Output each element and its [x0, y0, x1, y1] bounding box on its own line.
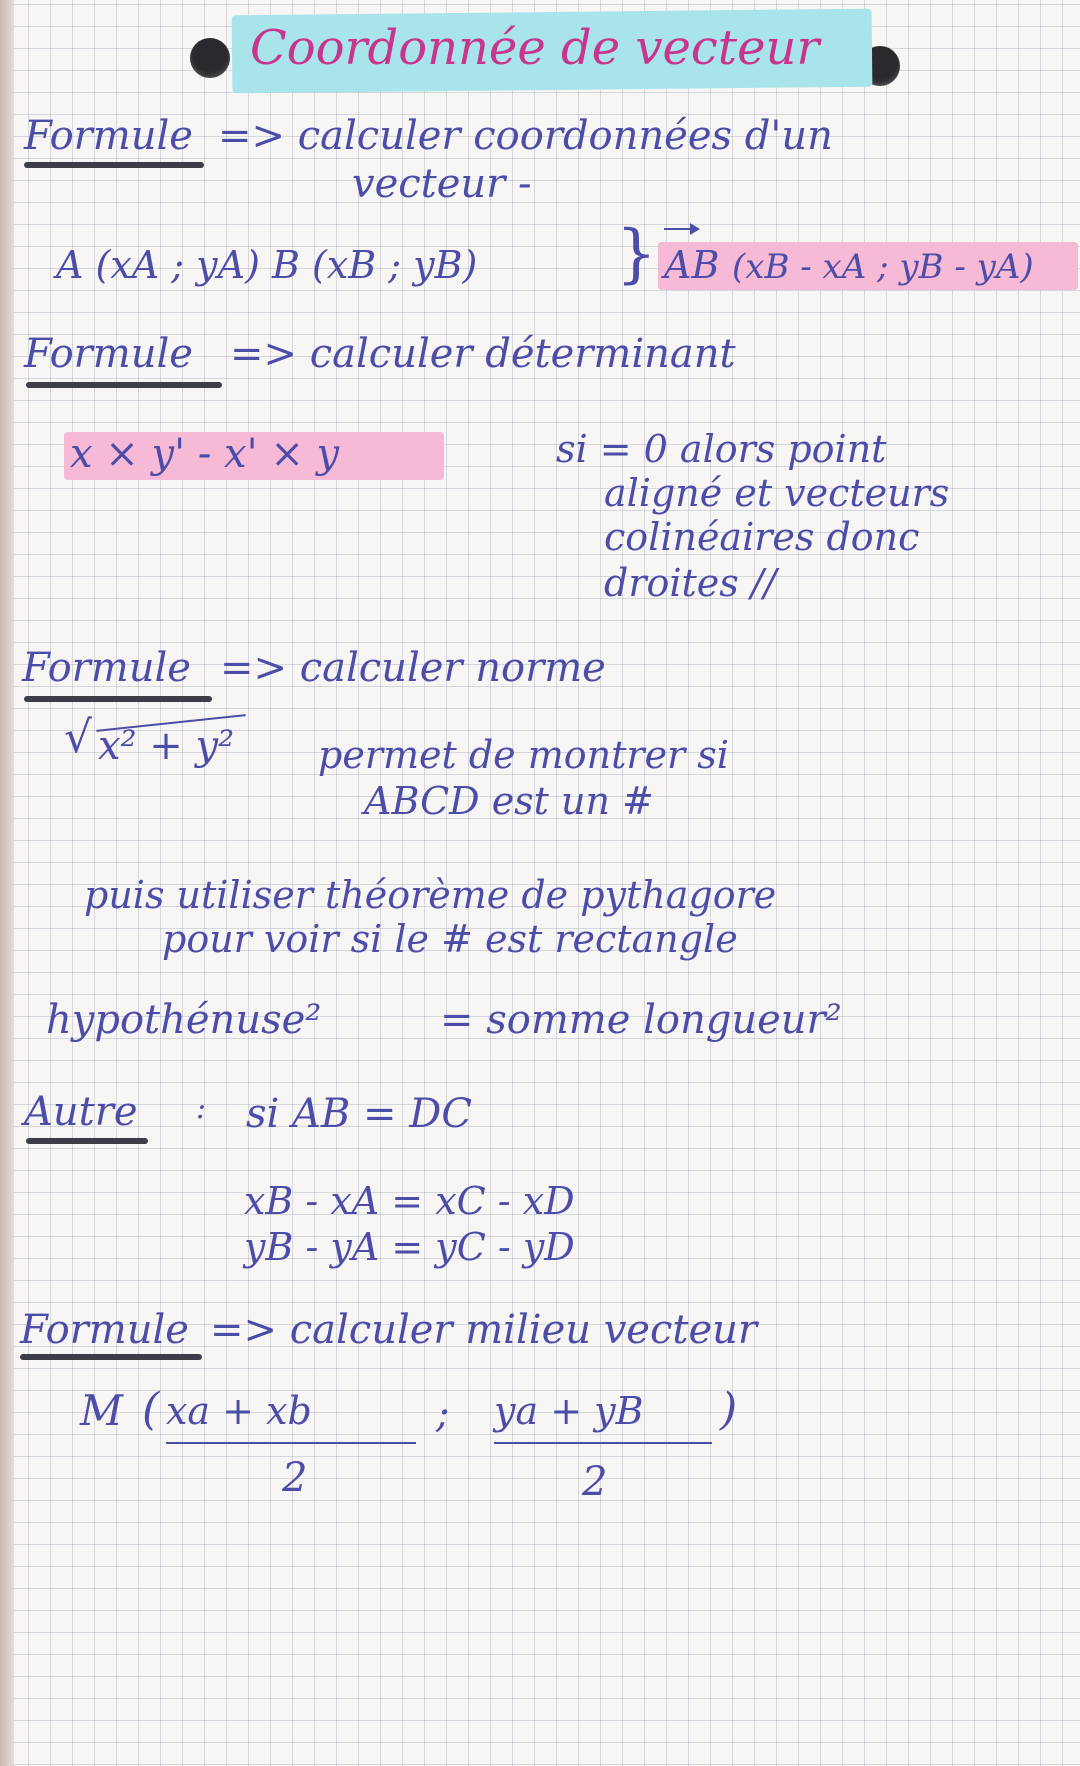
points-definition: A (xA ; yA) B (xB ; yB) — [56, 243, 478, 287]
midpoint-paren-open: ( — [142, 1384, 160, 1435]
midpoint-paren-close: ) — [720, 1384, 738, 1435]
s4-condition: si AB = DC — [246, 1091, 472, 1137]
midpoint-denominator-y: 2 — [582, 1459, 608, 1505]
binder-hole-left — [190, 38, 230, 78]
determinant-formula: x × y' - x' × y — [70, 431, 340, 477]
midpoint-point: M — [80, 1386, 124, 1435]
s2-heading: Formule — [24, 331, 193, 377]
vector-arrow-icon — [664, 228, 698, 230]
s4-equation-1: xB - xA = xC - xD — [244, 1179, 575, 1223]
page-edge — [0, 0, 14, 1766]
sum-lengths-label: = somme longueur² — [440, 997, 842, 1043]
norm-note-line1: permet de montrer si — [318, 733, 729, 777]
s3-heading: Formule — [22, 645, 191, 691]
s1-text-line2: vecteur - — [352, 161, 532, 207]
determinant-note-line2: aligné et vecteurs — [604, 471, 950, 515]
s1-heading-underline — [24, 162, 204, 168]
midpoint-numerator-x: xa + xb — [166, 1389, 312, 1433]
midpoint-fraction-bar-y — [494, 1442, 712, 1444]
midpoint-denominator-x: 2 — [282, 1455, 308, 1501]
vector-coordinates: (xB - xA ; yB - yA) — [732, 247, 1034, 287]
s5-heading-underline — [20, 1354, 202, 1360]
s4-equation-2: yB - yA = yC - yD — [244, 1225, 575, 1269]
pythagore-line2: pour voir si le # est rectangle — [162, 917, 738, 961]
s4-heading-underline — [26, 1138, 148, 1144]
s2-heading-underline — [26, 382, 222, 388]
determinant-note-line1: si = 0 alors point — [556, 427, 887, 471]
determinant-note-line3: colinéaires donc — [604, 515, 920, 559]
midpoint-numerator-y: ya + yB — [494, 1389, 644, 1433]
midpoint-separator: ; — [436, 1391, 450, 1437]
norm-note-line2: ABCD est un # — [364, 779, 654, 823]
s3-heading-underline — [24, 696, 212, 702]
s4-heading: Autre — [24, 1089, 138, 1135]
s1-text-line1: => calculer coordonnées d'un — [218, 113, 833, 159]
s4-colon: : — [196, 1091, 207, 1126]
page-title: Coordonnée de vecteur — [250, 20, 820, 76]
s5-text: => calculer milieu vecteur — [210, 1307, 758, 1353]
norm-formula: x² + y² — [98, 723, 235, 769]
midpoint-fraction-bar-x — [166, 1442, 416, 1444]
pythagore-line1: puis utiliser théorème de pythagore — [84, 873, 777, 917]
determinant-note-line4: droites // — [604, 561, 777, 605]
s3-text: => calculer norme — [220, 645, 606, 691]
hypotenuse-label: hypothénuse² — [46, 997, 322, 1043]
sqrt-icon: √ — [64, 712, 93, 763]
brace-symbol: } — [616, 217, 657, 291]
s1-heading: Formule — [24, 113, 193, 159]
s5-heading: Formule — [20, 1307, 189, 1353]
vector-label: AB — [664, 243, 720, 287]
s2-text: => calculer déterminant — [230, 331, 736, 377]
